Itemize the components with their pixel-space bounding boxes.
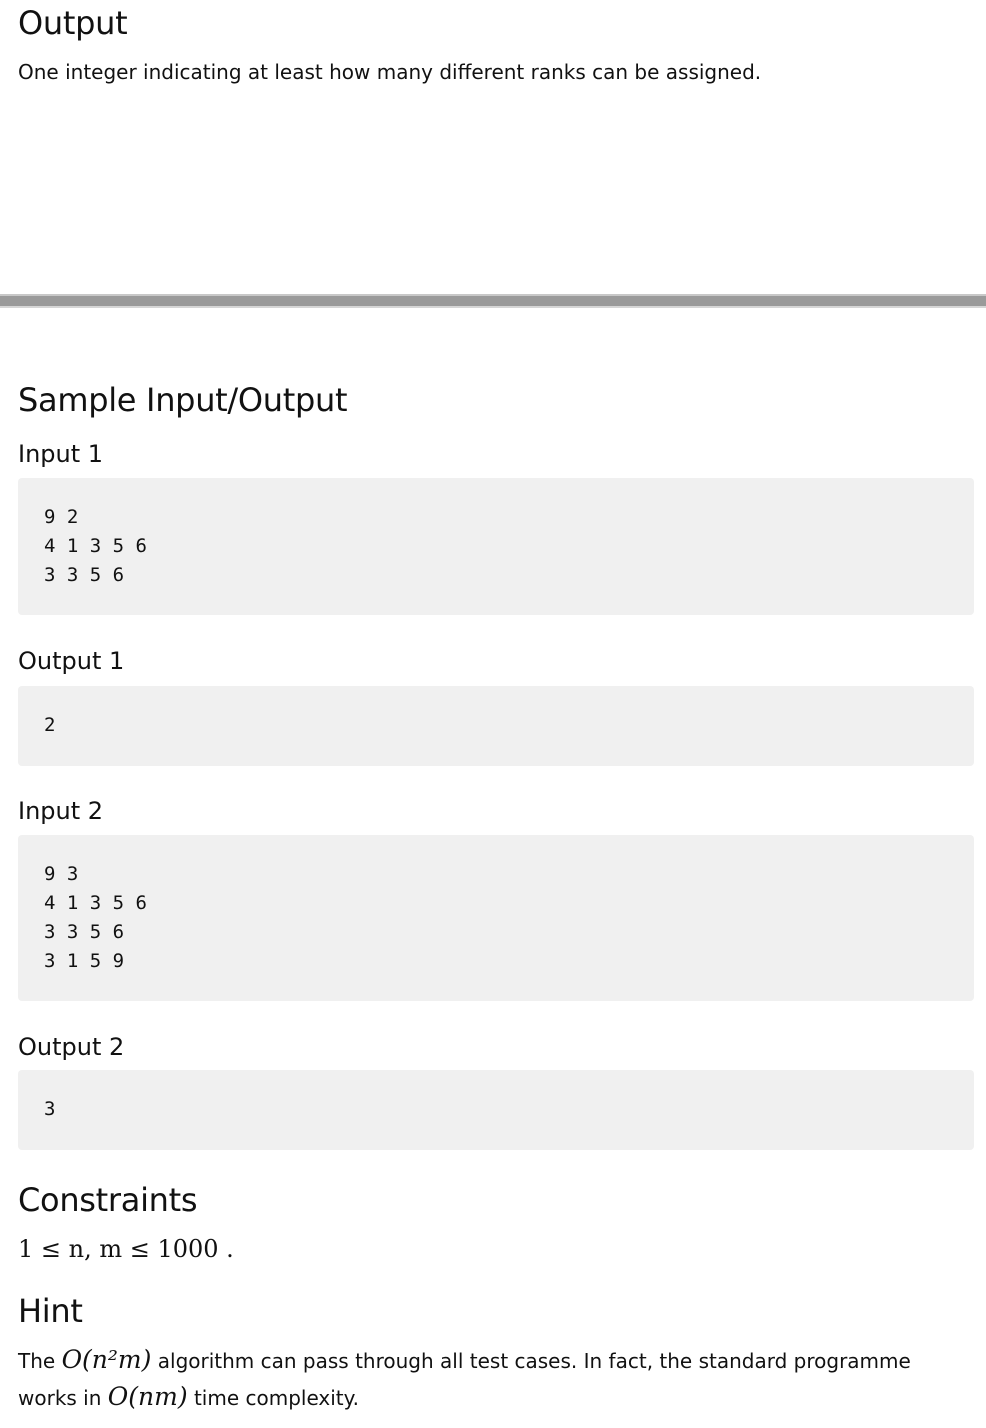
section-divider: [0, 294, 986, 310]
output-2-label: Output 2: [18, 1033, 125, 1061]
output-1-codeblock[interactable]: [18, 686, 974, 766]
hint-complexity-2: O(nm): [107, 1382, 188, 1411]
hint-text-before: The: [18, 1349, 56, 1373]
input-2-text: 9 3 4 1 3 5 6 3 3 5 6 3 1 5 9: [44, 863, 147, 972]
input-1-codeblock[interactable]: [18, 478, 974, 615]
hint-text-after: time complexity.: [193, 1386, 359, 1410]
hint-complexity-1: O(n²m): [61, 1345, 152, 1374]
constraints-heading: Constraints: [18, 1181, 198, 1219]
input-1-label: Input 1: [18, 440, 104, 468]
input-1-text: 9 2 4 1 3 5 6 3 3 5 6: [44, 506, 147, 586]
hint-heading: Hint: [18, 1292, 83, 1330]
sample-heading: Sample Input/Output: [18, 381, 348, 419]
hint-text: [18, 1342, 966, 1416]
output-1-text: 2: [44, 714, 56, 736]
constraints-formula: 1 ≤ n, m ≤ 1000 .: [18, 1235, 234, 1263]
output-heading: Output: [18, 4, 128, 42]
output-description: One integer indicating at least how many different ranks can be assigned.: [18, 60, 762, 84]
output-2-text: 3: [44, 1098, 56, 1120]
input-2-label: Input 2: [18, 797, 104, 825]
output-1-label: Output 1: [18, 647, 125, 675]
output-2-codeblock[interactable]: [18, 1070, 974, 1150]
input-2-codeblock[interactable]: [18, 835, 974, 1001]
hint-text-middle: algorithm can pass through all test cases. In fact, the standard programme works in: [18, 1349, 911, 1410]
